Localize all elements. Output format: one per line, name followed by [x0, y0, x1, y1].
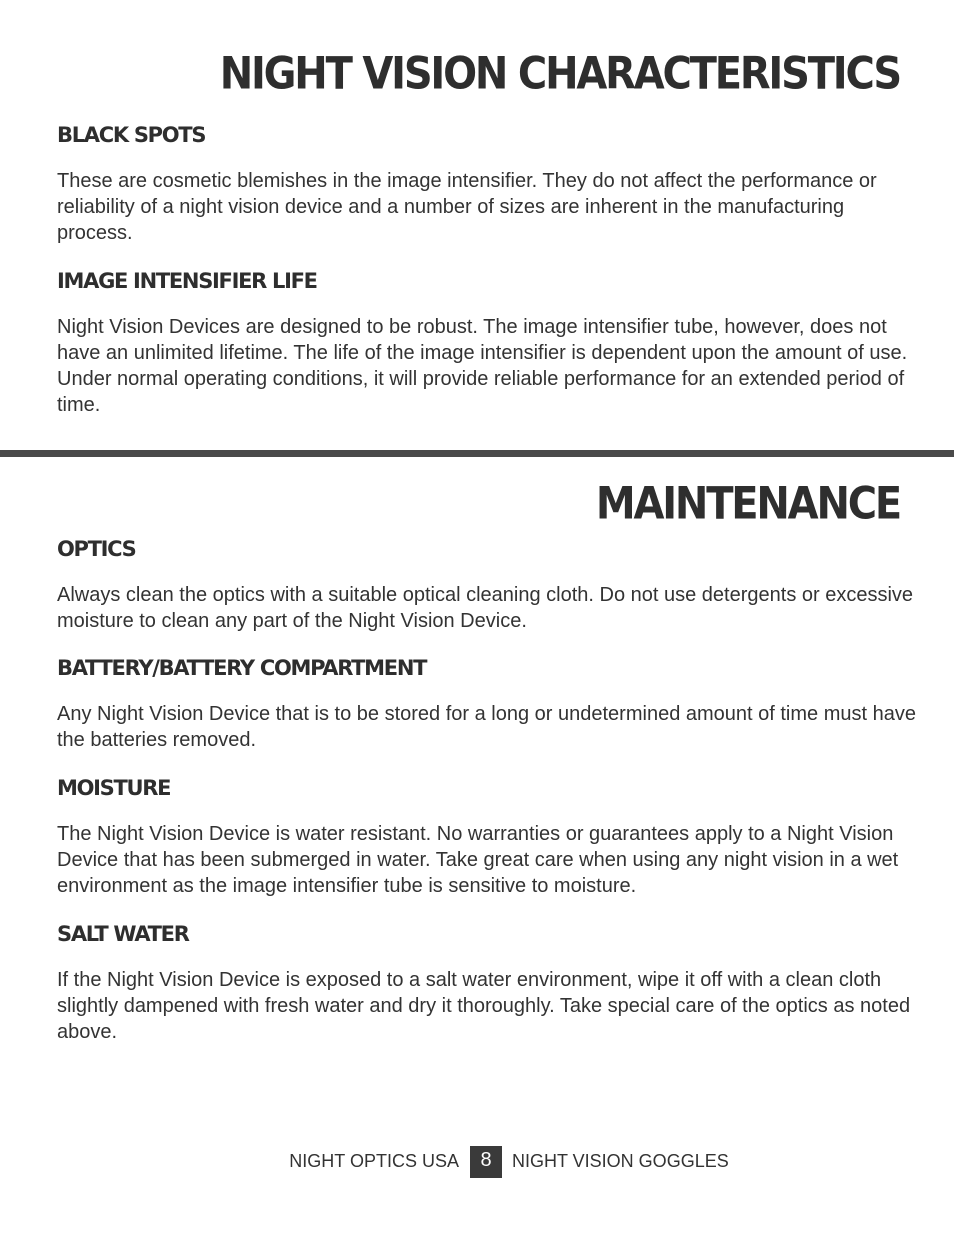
section-heading: BLACK SPOTS	[57, 123, 206, 147]
section-black-spots	[57, 122, 917, 246]
section-body: Any Night Vision Device that is to be stored for a long or undetermined amount of time must have the batteries removed.	[57, 703, 916, 751]
page-title-characteristics: NIGHT VISION CHARACTERISTICS	[219, 48, 900, 100]
section-body: These are cosmetic blemishes in the image intensifier. They do not affect the performance or reliability of a night vision device and a number of sizes are inherent in the manufacturing process.	[57, 170, 877, 244]
section-heading: BATTERY/BATTERY COMPARTMENT	[57, 656, 427, 680]
section-heading: OPTICS	[57, 537, 136, 561]
page-number: 8	[470, 1146, 502, 1178]
section-heading: SALT WATER	[57, 922, 189, 946]
section-optics	[57, 536, 917, 634]
section-body: If the Night Vision Device is exposed to a salt water environment, wipe it off with a clean cloth slightly dampened with fresh water and dry it thoroughly. Take special care of the optics as noted above.	[57, 969, 911, 1043]
page-title-maintenance: MAINTENANCE	[595, 478, 900, 530]
section-divider	[0, 450, 954, 457]
section-image-intensifier-life	[57, 268, 917, 418]
section-battery-compartment	[57, 655, 917, 753]
section-body: The Night Vision Device is water resistant. No warranties or guarantees apply to a Night Vision Device that has been submerged in water. Take great care when using any night vision in a wet environment as the image intensifier tube is sensitive to moisture.	[57, 823, 899, 897]
section-heading: MOISTURE	[57, 776, 171, 800]
section-body: Night Vision Devices are designed to be robust. The image intensifier tube, however, does not have an unlimited lifetime. The life of the image intensifier is dependent upon the amount of use. Under normal operating conditions, it will provide reliable performance for an extended period of time.	[57, 316, 908, 416]
section-heading: IMAGE INTENSIFIER LIFE	[57, 269, 317, 293]
footer-product: NIGHT VISION GOGGLES	[512, 1151, 729, 1171]
section-body: Always clean the optics with a suitable optical cleaning cloth. Do not use detergents or excessive moisture to clean any part of the Night Vision Device.	[57, 584, 914, 632]
section-salt-water	[57, 921, 917, 1045]
page-footer	[0, 1146, 954, 1178]
section-moisture	[57, 775, 917, 899]
footer-brand: NIGHT OPTICS USA	[289, 1151, 459, 1171]
